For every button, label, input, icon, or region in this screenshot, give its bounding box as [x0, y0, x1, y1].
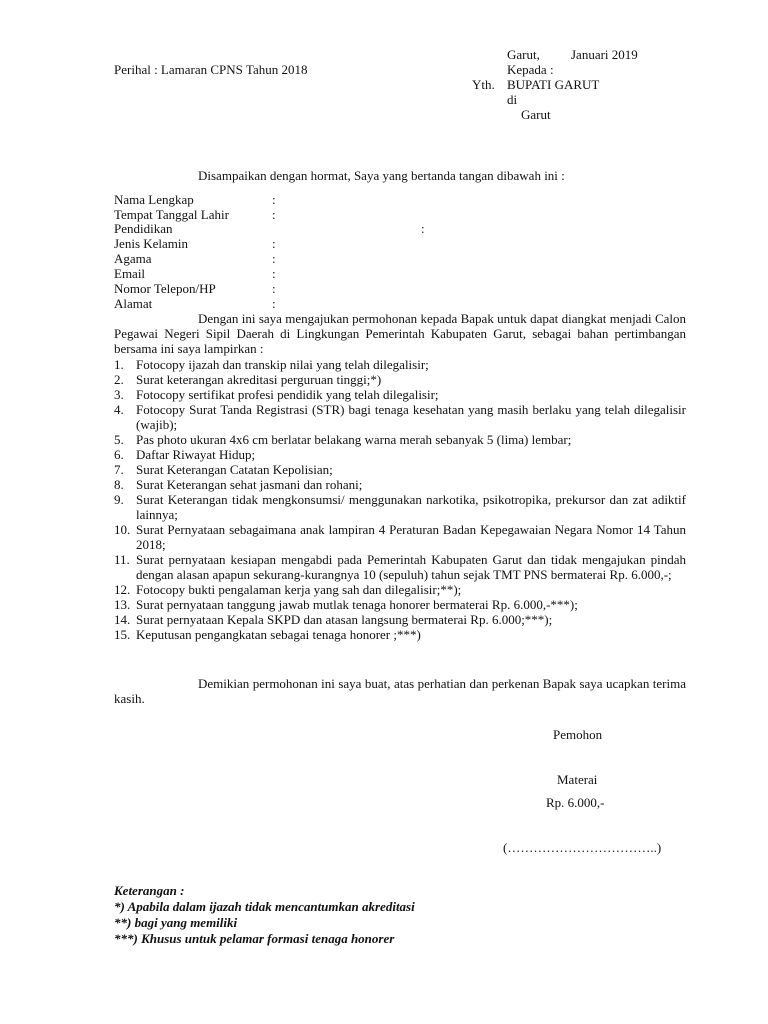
list-item: [114, 477, 686, 492]
perihal-line: Perihal : Lamaran CPNS Tahun 2018: [114, 62, 308, 77]
note-line: ***) Khusus untuk pelamar formasi tenaga honorer: [114, 931, 395, 946]
item-number: 10.: [114, 522, 131, 537]
item-number: 6.: [114, 447, 124, 462]
item-text: Fotocopy Surat Tanda Registrasi (STR) bagi tenaga kesehatan yang masih berlaku yang telah dilegalisir (wajib);: [136, 402, 686, 432]
field-label: Email: [114, 266, 146, 281]
item-number: 11.: [114, 552, 130, 567]
item-text: Surat Pernyataan sebagaimana anak lampiran 4 Peraturan Badan Kepegawaian Negara Nomor 14 Tahun 2018;: [136, 522, 686, 552]
field-label: Nama Lengkap: [114, 192, 194, 207]
item-number: 5.: [114, 432, 124, 447]
pemohon-label: Pemohon: [553, 727, 603, 742]
field-colon: :: [272, 192, 276, 207]
item-number: 13.: [114, 597, 131, 612]
materai-label: Materai: [557, 772, 598, 787]
field-colon: :: [272, 236, 276, 251]
di-label: di: [507, 92, 518, 107]
list-item: [114, 447, 686, 462]
recipient-name: BUPATI GARUT: [507, 77, 600, 92]
item-number: 12.: [114, 582, 131, 597]
field-colon: :: [272, 251, 276, 266]
item-number: 9.: [114, 492, 124, 507]
list-item: [114, 627, 686, 642]
field-colon: :: [272, 281, 276, 296]
notes-section: [114, 883, 415, 947]
field-colon: :: [421, 221, 425, 236]
letter-place: Garut,: [507, 47, 540, 62]
field-colon: :: [272, 296, 276, 311]
list-item: [114, 387, 686, 402]
field-label: Nomor Telepon/HP: [114, 281, 216, 296]
note-line: **) bagi yang memiliki: [114, 915, 238, 930]
field-label: Tempat Tanggal Lahir: [114, 207, 229, 222]
field-label: Alamat: [114, 296, 153, 311]
recipient-city: Garut: [521, 107, 551, 122]
closing-paragraph: Demikian permohonan ini saya buat, atas perhatian dan perkenan Bapak saya ucapkan terima kasih.: [114, 676, 686, 706]
kepada-label: Kepada :: [507, 62, 554, 77]
body-paragraph: Dengan ini saya mengajukan permohonan kepada Bapak untuk dapat diangkat menjadi Calon Pegawai Negeri Sipil Daerah di Lingkungan Pemerintah Kabupaten Garut, sebagai bahan pertimbangan bersama ini saya lampirkan :: [114, 311, 686, 356]
item-number: 15.: [114, 627, 131, 642]
list-item: [114, 597, 686, 612]
item-text: Surat pernyataan kesiapan mengabdi pada Pemerintah Kabupaten Garut dan tidak mengajukan pindah dengan alasan apapun sekurang-kurangnya 10 (sepuluh) tahun sejak TMT PNS bermaterai Rp. 6.000,-;: [136, 552, 686, 582]
list-item: [114, 552, 686, 582]
list-item: [114, 402, 686, 432]
item-text: Surat Keterangan Catatan Kepolisian;: [136, 462, 333, 477]
item-text: Fotocopy ijazah dan transkip nilai yang telah dilegalisir;: [136, 357, 429, 372]
signature-name-line: (……………………………..): [503, 840, 662, 855]
field-label: Pendidikan: [114, 221, 173, 236]
list-item: [114, 462, 686, 477]
field-agama: [114, 251, 434, 266]
field-nomor-telepon: [114, 281, 434, 296]
item-number: 1.: [114, 357, 124, 372]
attachment-list: [114, 357, 686, 642]
field-alamat: [114, 296, 434, 311]
list-item: [114, 612, 686, 627]
field-nama-lengkap: [114, 192, 434, 207]
field-pendidikan: [114, 221, 434, 236]
field-email: [114, 266, 434, 281]
item-text: Fotocopy sertifikat profesi pendidik yang telah dilegalisir;: [136, 387, 439, 402]
item-number: 3.: [114, 387, 124, 402]
letter-date: Januari 2019: [571, 47, 638, 62]
item-text: Surat pernyataan tanggung jawab mutlak tenaga honorer bermaterai Rp. 6.000,-***);: [136, 597, 578, 612]
list-item: [114, 522, 686, 552]
item-text: Fotocopy bukti pengalaman kerja yang sah dan dilegalisir;**);: [136, 582, 462, 597]
item-number: 7.: [114, 462, 124, 477]
field-label: Jenis Kelamin: [114, 236, 189, 251]
item-text: Daftar Riwayat Hidup;: [136, 447, 256, 462]
field-label: Agama: [114, 251, 152, 266]
item-text: Surat Keterangan tidak mengkonsumsi/ menggunakan narkotika, psikotropika, prekursor dan zat adiktif lainnya;: [136, 492, 686, 522]
notes-title: Keterangan :: [114, 883, 185, 898]
materai-amount: Rp. 6.000,-: [546, 795, 605, 810]
item-text: Pas photo ukuran 4x6 cm berlatar belakang warna merah sebanyak 5 (lima) lembar;: [136, 432, 572, 447]
item-text: Keputusan pengangkatan sebagai tenaga honorer ;***): [136, 627, 421, 642]
note-line: *) Apabila dalam ijazah tidak mencantumkan akreditasi: [114, 899, 415, 914]
list-item: [114, 492, 686, 522]
item-number: 8.: [114, 477, 124, 492]
list-item: [114, 582, 686, 597]
item-text: Surat pernyataan Kepala SKPD dan atasan langsung bermaterai Rp. 6.000;***);: [136, 612, 553, 627]
list-item: [114, 357, 686, 372]
list-item: [114, 372, 686, 387]
field-jenis-kelamin: [114, 236, 434, 251]
item-text: Surat Keterangan sehat jasmani dan rohani;: [136, 477, 363, 492]
item-number: 4.: [114, 402, 124, 417]
field-tempat-tanggal-lahir: [114, 207, 434, 222]
yth-label: Yth.: [472, 77, 495, 92]
item-number: 2.: [114, 372, 124, 387]
item-text: Surat keterangan akreditasi perguruan tinggi;*): [136, 372, 382, 387]
list-item: [114, 432, 686, 447]
field-colon: :: [272, 207, 276, 222]
opening-line: Disampaikan dengan hormat, Saya yang bertanda tangan dibawah ini :: [198, 168, 565, 183]
item-number: 14.: [114, 612, 131, 627]
field-colon: :: [272, 266, 276, 281]
